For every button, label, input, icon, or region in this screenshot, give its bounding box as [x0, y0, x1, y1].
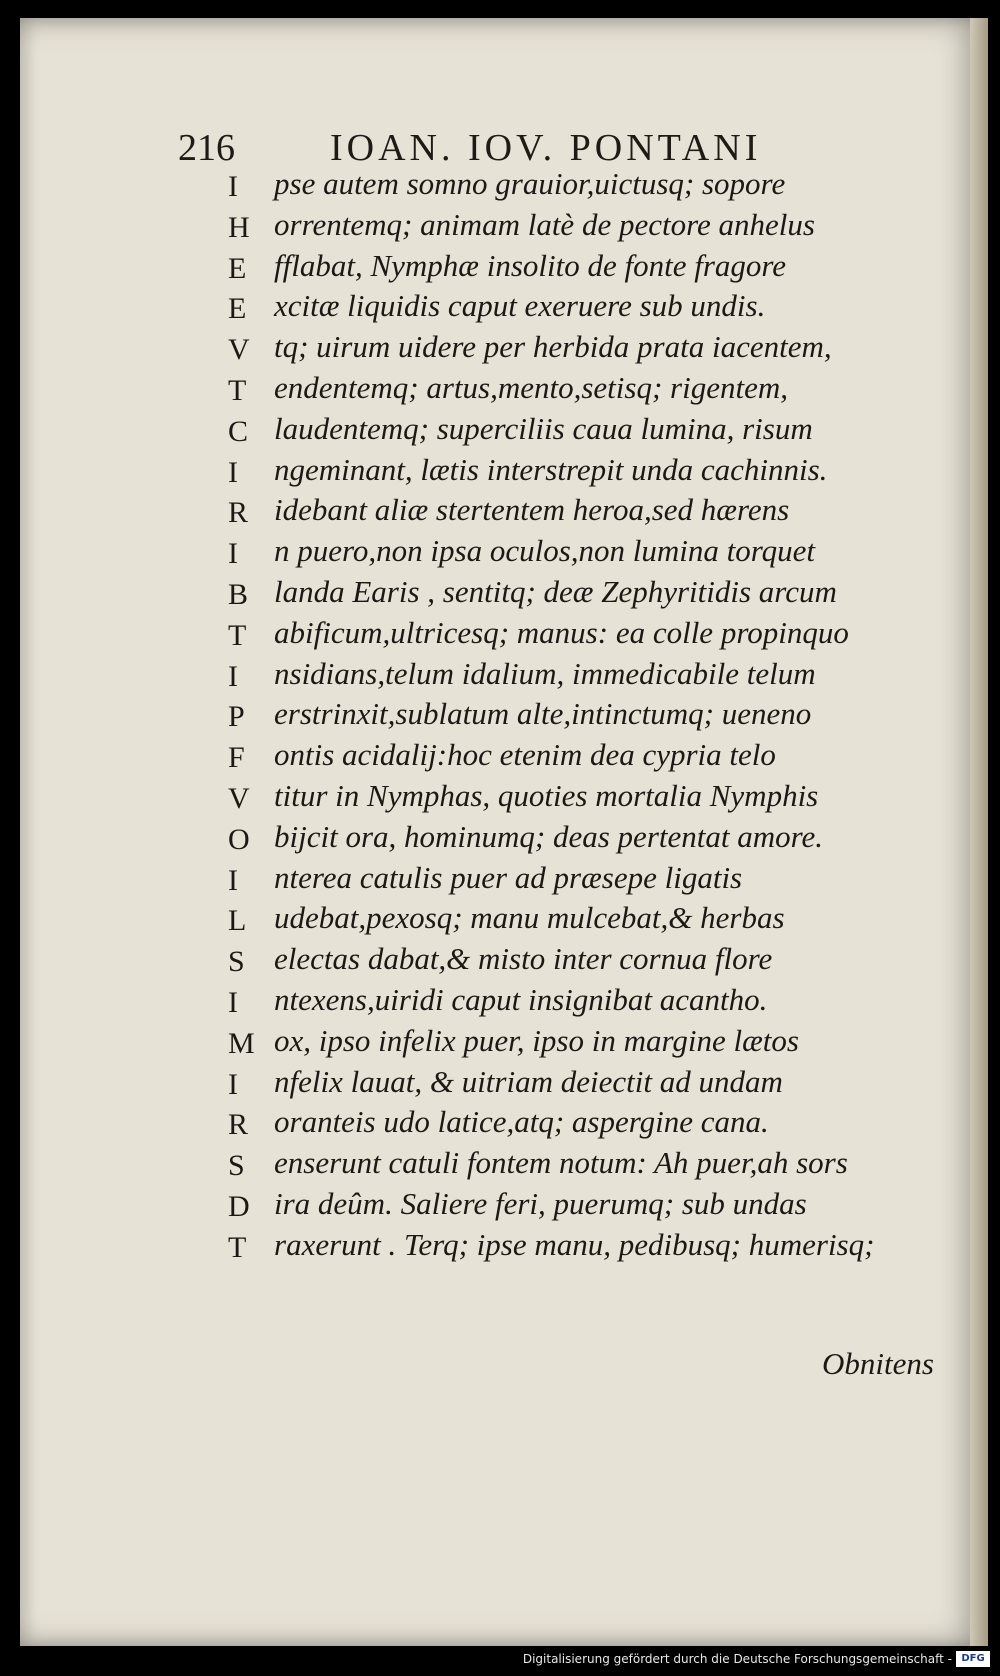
verse-text: abificum,ultricesq; manus: ea colle propinquo	[274, 614, 849, 650]
verse-text: idebant aliæ stertentem heroa,sed hærens	[274, 492, 790, 528]
verse-initial: E	[228, 251, 247, 285]
verse-line	[20, 411, 988, 455]
verse-line	[20, 207, 988, 251]
verse-text: endentemq; artus,mento,setisq; rigentem,	[274, 370, 788, 405]
verse-line	[20, 941, 988, 985]
verse-initial: I	[228, 170, 238, 203]
verse-text: n puero,non ipsa oculos,non lumina torquet	[274, 533, 816, 569]
verse-line	[20, 1145, 988, 1189]
verse-initial: B	[228, 578, 249, 611]
verse-line	[20, 860, 988, 904]
verse-text: raxerunt . Terq; ipse manu, pedibusq; humerisq;	[274, 1226, 875, 1262]
verse-line	[20, 492, 988, 536]
verse-initial: H	[228, 210, 250, 244]
verse-text: titur in Nymphas, quoties mortalia Nymphis	[274, 778, 819, 813]
verse-initial: E	[228, 292, 247, 326]
verse-line	[20, 778, 988, 822]
verse-line	[20, 370, 988, 414]
verse-initial: I	[228, 986, 238, 1019]
verse-text: tq; uirum uidere per herbida prata iacentem,	[274, 329, 832, 365]
verse-initial: O	[228, 822, 250, 856]
verse-initial: V	[228, 333, 250, 367]
verse-text: xcitæ liquidis caput exeruere sub undis.	[274, 288, 766, 324]
verse-initial: I	[228, 659, 238, 693]
catchword: Obnitens	[822, 1346, 934, 1381]
verse-line	[20, 248, 988, 292]
verse-initial: L	[228, 904, 247, 938]
verse-text: nterea catulis puer ad præsepe ligatis	[274, 859, 743, 895]
verse-initial: M	[228, 1026, 255, 1060]
verse-initial: F	[228, 741, 245, 775]
verse-line	[20, 656, 988, 700]
verse-line	[20, 1227, 988, 1271]
verse-line	[20, 615, 988, 659]
verse-initial: V	[228, 782, 250, 815]
verse-line	[20, 737, 988, 781]
verse-text: ngeminant, lætis interstrepit unda cachinnis.	[274, 451, 828, 487]
verse-initial: I	[228, 1067, 238, 1101]
verse-line	[20, 288, 988, 332]
dfg-logo: DFG	[956, 1651, 990, 1667]
verse-line	[20, 533, 988, 577]
verse-line	[20, 900, 988, 944]
footer-credit: Digitalisierung gefördert durch die Deutsche Forschungsgemeinschaft -	[522, 1652, 952, 1666]
verse-text: bijcit ora, hominumq; deas pertentat amore.	[274, 818, 824, 854]
verse-text: nfelix lauat, & uitriam deiectit ad undam	[274, 1063, 783, 1099]
verse-initial: P	[228, 700, 245, 734]
verse-line	[20, 452, 988, 496]
verse-text: fflabat, Nymphæ insolito de fonte fragore	[274, 247, 787, 283]
page-number: 216	[178, 127, 235, 169]
verse-line	[20, 819, 988, 863]
verse-initial: T	[228, 374, 247, 407]
verse-line	[20, 166, 988, 210]
digitization-footer	[0, 1646, 1000, 1676]
verse-text: udebat,pexosq; manu mulcebat,& herbas	[274, 900, 785, 936]
verse-initial: I	[228, 537, 238, 571]
verse-text: oranteis udo latice,atq; aspergine cana.	[274, 1104, 769, 1140]
running-head: IOAN. IOV. PONTANI	[330, 127, 762, 169]
verse-text: electas dabat,& misto inter cornua flore	[274, 941, 773, 977]
verse-line	[20, 1104, 988, 1148]
verse-text: orrentemq; animam latè de pectore anhelus	[274, 206, 815, 242]
verse-initial: R	[228, 496, 249, 530]
verse-text: ira deûm. Saliere feri, puerumq; sub undas	[274, 1186, 807, 1221]
verse-initial: S	[228, 1149, 245, 1183]
verse-line	[20, 696, 988, 740]
verse-initial: T	[228, 618, 247, 652]
verse-initial: I	[228, 863, 238, 897]
verse-text: nsidians,telum idalium, immedicabile telum	[274, 655, 816, 691]
verse-initial: T	[228, 1230, 247, 1264]
verse-line	[20, 1064, 988, 1108]
verse-initial: R	[228, 1108, 249, 1142]
verse-text: erstrinxit,sublatum alte,intinctumq; ueneno	[274, 696, 812, 732]
verse-text: ntexens,uiridi caput insignibat acantho.	[274, 982, 768, 1017]
verse-line	[20, 982, 988, 1026]
verse-text: landa Earis , sentitq; deæ Zephyritidis arcum	[274, 574, 837, 609]
verse-text: pse autem somno grauior,uictusq; sopore	[274, 166, 786, 201]
verse-initial: I	[228, 455, 238, 489]
verse-line	[20, 574, 988, 618]
verse-line	[20, 329, 988, 373]
verse-text: enserunt catuli fontem notum: Ah puer,ah sors	[274, 1145, 848, 1181]
verse-initial: D	[228, 1190, 250, 1223]
verse-initial: C	[228, 414, 249, 448]
verse-initial: S	[228, 945, 245, 979]
verse-text: laudentemq; superciliis caua lumina, risum	[274, 410, 813, 446]
verse-line	[20, 1186, 988, 1230]
verse-text: ox, ipso infelix puer, ipso in margine lætos	[274, 1022, 799, 1058]
book-page	[20, 18, 988, 1646]
verse-text: ontis acidalij:hoc etenim dea cypria telo	[274, 737, 776, 773]
verse-line	[20, 1023, 988, 1067]
